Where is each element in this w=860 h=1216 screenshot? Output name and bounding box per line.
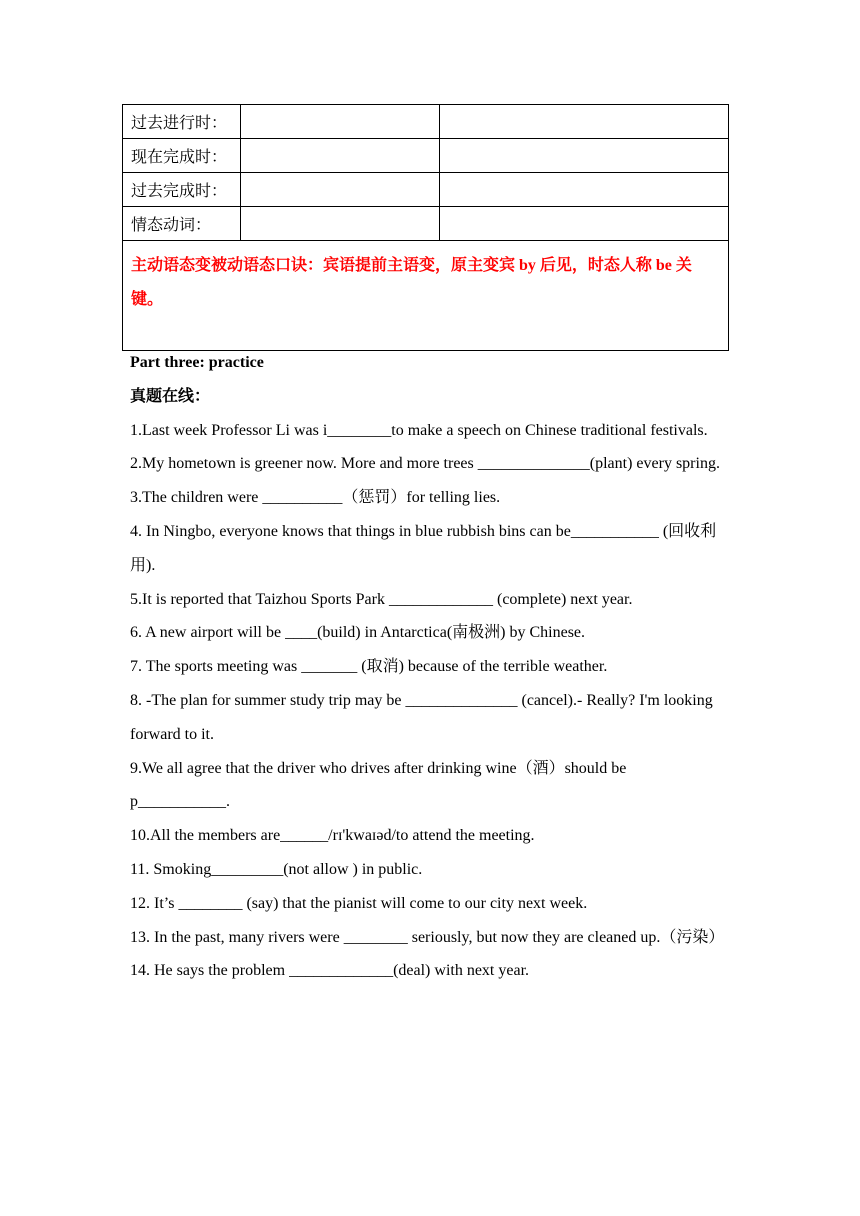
table-row <box>123 207 729 241</box>
question-item: 13. In the past, many rivers were ________ seriously, but now they are cleaned up.（污染） <box>130 928 725 946</box>
table-cell <box>241 173 440 207</box>
tense-label: 过去完成时： <box>123 173 241 207</box>
tense-table <box>122 104 729 351</box>
question-item: 4. In Ningbo, everyone knows that things in blue rubbish bins can be___________ (回收利用). <box>130 522 717 574</box>
table-row <box>123 241 729 351</box>
table-row <box>123 105 729 139</box>
question-item: 12. It’s ________ (say) that the pianist will come to our city next week. <box>130 894 588 912</box>
subsection-title: 真题在线： <box>130 387 211 405</box>
table-cell <box>241 139 440 173</box>
table-cell <box>440 173 729 207</box>
table-cell <box>440 139 729 173</box>
question-item: 8. -The plan for summer study trip may be ______________ (cancel).- Really? I'm looking forward to it. <box>130 691 713 743</box>
table-cell <box>440 207 729 241</box>
question-item: 7. The sports meeting was _______ (取消) because of the terrible weather. <box>130 658 608 676</box>
question-item: 10.All the members are______/rɪ'kwaɪəd/to attend the meeting. <box>130 827 535 845</box>
question-item: 14. He says the problem _____________(deal) with next year. <box>130 962 530 980</box>
table-row <box>123 139 729 173</box>
table-cell <box>440 105 729 139</box>
section-title: Part three: practice <box>130 354 264 371</box>
tense-label: 过去进行时： <box>123 105 241 139</box>
question-item: 11. Smoking_________(not allow ) in public. <box>130 860 423 878</box>
question-item: 5.It is reported that Taizhou Sports Park _____________ (complete) next year. <box>130 590 633 608</box>
passive-voice-rule: 主动语态变被动语态口诀：宾语提前主语变，原主变宾 by 后见，时态人称 be 关键。 <box>123 241 729 351</box>
table-cell <box>241 207 440 241</box>
question-item: 6. A new airport will be ____(build) in Antarctica(南极洲) by Chinese. <box>130 624 586 642</box>
table-row <box>123 173 729 207</box>
question-item: 2.My hometown is greener now. More and more trees ______________(plant) every spring. <box>130 455 720 473</box>
question-item: 1.Last week Professor Li was i________to make a speech on Chinese traditional festivals. <box>130 421 708 439</box>
practice-section <box>130 346 730 988</box>
question-item: 9.We all agree that the driver who drives after drinking wine（酒）should be p___________. <box>130 759 627 811</box>
tense-label: 情态动词： <box>123 207 241 241</box>
question-item: 3.The children were __________（惩罚）for telling lies. <box>130 489 501 507</box>
table-cell <box>241 105 440 139</box>
tense-label: 现在完成时： <box>123 139 241 173</box>
